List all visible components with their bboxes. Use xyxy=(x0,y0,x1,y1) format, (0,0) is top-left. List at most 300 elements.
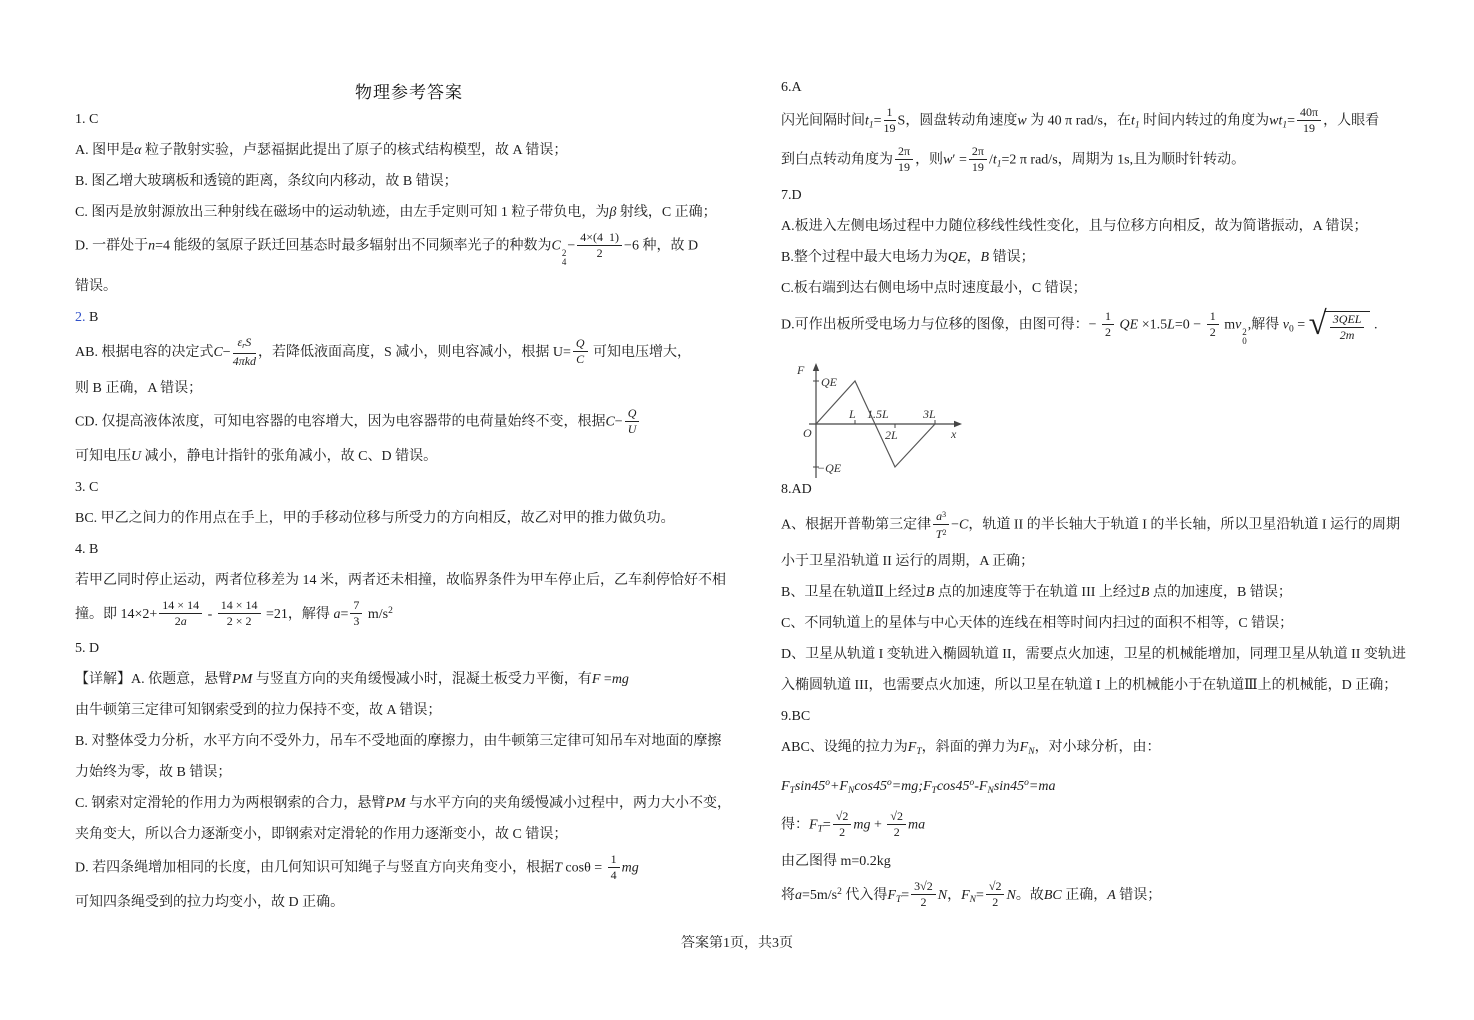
answer-q9 xyxy=(781,705,1453,728)
text-run: ， xyxy=(966,250,981,266)
text-run: + xyxy=(870,817,886,833)
text-run: 2 xyxy=(1105,325,1112,340)
fraction xyxy=(1330,313,1365,342)
text-run: 2m xyxy=(1339,328,1355,343)
text-run: v xyxy=(1282,318,1290,334)
fraction-numerator xyxy=(350,599,362,614)
graph-xlabel: x xyxy=(951,427,957,441)
paragraph xyxy=(75,699,747,722)
text-run: N xyxy=(1028,747,1035,758)
text-run: = xyxy=(1293,318,1309,334)
text-run: 射线，C 正确； xyxy=(619,205,717,220)
fraction-denominator xyxy=(933,525,949,541)
text-run: A xyxy=(1107,887,1116,903)
paragraph xyxy=(781,277,1453,300)
text-run: F xyxy=(887,887,896,903)
text-run: N xyxy=(987,786,994,797)
text-run: sin45 xyxy=(993,779,1025,795)
text-run: t xyxy=(992,152,997,168)
text-run: C xyxy=(551,238,561,254)
text-run: 可知四条绳受到的拉力均变小，故 D 正确。 xyxy=(75,895,345,910)
text-run: 1 xyxy=(610,852,617,866)
text-run: 3. C xyxy=(75,479,99,495)
text-run: ，则 xyxy=(915,152,944,168)
text-run: T xyxy=(817,824,823,835)
text-run: 力始终为零，故 B 错误； xyxy=(75,765,232,780)
text-run: B xyxy=(925,585,935,601)
fraction-denominator xyxy=(573,352,588,366)
text-run: 代入得 xyxy=(841,887,888,903)
text-run: C、不同轨道上的星体与中心天体的连线在相等时间内扫过的面积不相等，C 错误； xyxy=(781,616,1294,632)
text-run: ,解得 xyxy=(1247,318,1283,334)
paragraph xyxy=(781,850,1453,873)
text-run: −6 种，故 D xyxy=(624,238,699,254)
text-run: S，圆盘转动角速度 xyxy=(897,113,1018,129)
text-run: β xyxy=(609,205,620,220)
text-run: 1 xyxy=(996,159,1002,170)
subscript: 0 xyxy=(1242,336,1247,347)
paragraph xyxy=(781,550,1453,573)
text-run: T xyxy=(916,747,922,758)
text-run: 得： xyxy=(781,817,809,833)
fraction-numerator xyxy=(986,880,1005,895)
fraction xyxy=(986,880,1005,909)
text-run: ，人眼看 xyxy=(1323,113,1380,129)
text-run: v xyxy=(1235,318,1242,334)
text-run: 闪光间隔时间 xyxy=(781,113,865,129)
paragraph xyxy=(75,761,747,784)
paragraph xyxy=(75,569,747,592)
text-run: L xyxy=(1167,318,1175,334)
text-run: / xyxy=(988,152,993,168)
text-run: 减小，静电计指针的张角减小，故 C、D 错误。 xyxy=(141,448,438,464)
fraction xyxy=(969,145,987,174)
text-run: cosθ = xyxy=(561,860,606,876)
text-run: B.整个过程中最大电场力为 xyxy=(781,250,948,266)
text-run: 2 xyxy=(388,605,393,616)
paragraph xyxy=(75,170,747,193)
text-run: 3 xyxy=(353,614,360,628)
text-run: r xyxy=(242,340,246,350)
fraction-denominator xyxy=(625,422,640,436)
text-run: m/s xyxy=(364,606,389,622)
text-run: F xyxy=(839,779,848,795)
paragraph xyxy=(781,246,1453,269)
text-run: 4π xyxy=(232,353,245,368)
text-run: 8.AD xyxy=(781,482,812,498)
text-run: 19 xyxy=(1303,121,1316,135)
text-run: 可知电压 xyxy=(75,448,131,464)
text-run: 【详解】A. 依题意，悬臂 xyxy=(75,672,233,687)
fraction-denominator xyxy=(969,160,987,174)
text-run: 9.BC xyxy=(781,709,811,725)
text-run: =21，解得 xyxy=(262,606,334,622)
paragraph xyxy=(781,215,1453,238)
answer-q5 xyxy=(75,637,747,660)
answer-q4 xyxy=(75,538,747,561)
superscript: 2 xyxy=(561,247,567,258)
text-run: QE xyxy=(947,250,967,266)
paragraph xyxy=(75,377,747,400)
fraction-denominator xyxy=(887,825,906,839)
text-run: 则 B 正确，A 错误； xyxy=(75,380,203,396)
text-run: PM xyxy=(385,796,406,811)
text-run: B xyxy=(1140,585,1150,601)
text-run: 2 xyxy=(992,895,999,910)
text-run: F xyxy=(978,779,988,795)
paragraph xyxy=(75,600,747,629)
paragraph xyxy=(75,405,747,437)
text-run: a xyxy=(180,614,187,628)
fraction-numerator xyxy=(933,508,949,525)
fraction xyxy=(884,106,896,135)
fraction-denominator xyxy=(1207,325,1219,339)
graph-tick-L: L xyxy=(849,407,856,421)
text-run: wt xyxy=(1269,113,1283,129)
text-run: w xyxy=(943,152,953,168)
fraction-denominator xyxy=(218,614,261,628)
text-run: F xyxy=(1019,740,1029,756)
left-column xyxy=(75,108,747,922)
text-run: 19 xyxy=(883,121,896,135)
text-run: 由乙图得 m=0.2kg xyxy=(781,853,891,869)
text-run: 夹角变大，所以合力逐渐变小，即钢索对定滑轮的作用力逐渐变小，故 C 错误； xyxy=(75,827,568,842)
graph-tick-2L: 2L xyxy=(885,428,898,442)
fraction-numerator xyxy=(1330,313,1365,328)
y-axis-arrow xyxy=(813,363,819,371)
text-run: F xyxy=(809,817,818,833)
text-run: 2π xyxy=(971,143,984,158)
text-run: PM xyxy=(232,672,253,687)
text-run: 与水平方向的夹角缓慢减小过程中，两力大小不变， xyxy=(405,796,732,811)
text-run: F xyxy=(591,672,601,687)
text-run: t xyxy=(1130,113,1135,129)
fraction-numerator xyxy=(218,599,261,614)
text-run: o xyxy=(969,778,975,789)
text-run: 1 xyxy=(1134,120,1140,131)
text-run: − xyxy=(222,344,231,360)
text-run: 4 xyxy=(610,868,617,882)
text-run: = xyxy=(873,113,882,129)
right-column xyxy=(781,76,1453,920)
paragraph xyxy=(781,612,1453,635)
text-run: sin45 xyxy=(794,779,826,795)
fraction-denominator xyxy=(159,614,202,628)
fraction xyxy=(625,407,640,436)
text-run: 2 xyxy=(839,825,846,840)
text-run: B. 对整体受力分析，水平方向不受外力，吊车不受地面的摩擦力，由牛顿第三定律可知吊车对地面的摩擦 xyxy=(75,734,722,749)
text-run: A.板进入左侧电场过程中力随位移线性线性变化，且与位移方向相反，故为简谐振动，A 错误； xyxy=(781,219,1368,235)
text-run: − xyxy=(567,238,576,254)
text-run: mg xyxy=(621,860,639,876)
paragraph xyxy=(75,334,747,369)
text-run: √2 xyxy=(988,879,1002,894)
answer-q6 xyxy=(781,76,1453,99)
fraction xyxy=(895,145,913,174)
text-run: 由牛顿第三定律可知钢索受到的拉力保持不变，故 A 错误； xyxy=(75,703,442,718)
text-run: 1 xyxy=(886,105,893,119)
text-run: =5m/s xyxy=(802,887,838,903)
text-run: N xyxy=(847,786,855,797)
fraction-numerator xyxy=(884,106,896,121)
fraction-numerator xyxy=(233,336,256,354)
text-run: T xyxy=(931,786,937,797)
text-run: F xyxy=(781,779,790,795)
paragraph xyxy=(75,823,747,846)
text-run: F xyxy=(961,887,970,903)
text-run: U xyxy=(131,448,142,464)
fraction-numerator xyxy=(159,599,202,614)
text-run: a xyxy=(333,606,341,622)
text-run: 2 xyxy=(893,825,900,840)
answer-q3 xyxy=(75,476,747,499)
text-run: mg xyxy=(611,672,629,687)
text-run: N xyxy=(969,894,976,905)
fraction-numerator xyxy=(895,145,913,160)
text-run: 0 xyxy=(1289,325,1294,336)
text-run: T xyxy=(554,860,562,876)
fraction xyxy=(911,880,936,909)
text-run: m xyxy=(1220,318,1236,334)
superscript: 2 xyxy=(1242,327,1247,338)
paragraph xyxy=(781,881,1453,912)
text-run: F xyxy=(907,740,917,756)
text-run: − xyxy=(951,517,960,533)
text-run: C xyxy=(959,517,969,533)
text-run: = xyxy=(822,817,831,833)
fraction-numerator xyxy=(911,880,936,895)
fraction xyxy=(887,810,906,839)
force-displacement-graph xyxy=(783,360,973,488)
text-run: 1 xyxy=(1209,309,1216,324)
fraction-numerator xyxy=(969,145,987,160)
radicand xyxy=(1324,311,1371,343)
text-run: C xyxy=(213,344,223,360)
text-run: Q xyxy=(575,336,585,351)
text-run: 入椭圆轨道 III，也需要点火加速，所以卫星在轨道 I 上的机械能小于在轨道Ⅲ上的机械能，D 正确； xyxy=(781,678,1398,694)
paragraph xyxy=(781,107,1453,138)
text-run: 3 xyxy=(942,510,947,520)
paragraph xyxy=(781,772,1453,803)
text-run: 若甲乙同时停止运动，两者位移差为 14 米，两者还未相撞，故临界条件为甲车停止后，乙车刹停恰好不相 xyxy=(75,572,726,588)
text-run: - xyxy=(974,779,979,795)
text-run: 错误； xyxy=(1115,887,1162,903)
text-run: 1 xyxy=(868,120,874,131)
text-run: U xyxy=(627,421,637,436)
text-run: + xyxy=(829,779,840,795)
text-run: 2 xyxy=(1209,325,1216,340)
paragraph xyxy=(75,232,747,267)
fraction-denominator xyxy=(350,614,362,628)
text-run: 点的加速度，B 错误； xyxy=(1149,585,1292,601)
paragraph xyxy=(781,143,1453,177)
document-title: 物理参考答案 xyxy=(355,83,463,102)
text-run: 点的加速度等于在轨道 III 上经过 xyxy=(934,585,1141,601)
text-run: 14 × 14 xyxy=(220,598,258,612)
answer-q1 xyxy=(75,108,747,131)
text-run: QE xyxy=(1119,318,1139,334)
graph-tick-1-5L: 1.5L xyxy=(867,407,889,421)
paragraph xyxy=(75,730,747,753)
text-run: 2 xyxy=(174,614,181,628)
text-run: BC xyxy=(1043,887,1062,903)
fraction xyxy=(1297,106,1321,135)
text-run: ε xyxy=(237,334,243,349)
text-run: T xyxy=(935,527,943,542)
text-run: - xyxy=(204,606,216,622)
paragraph xyxy=(781,643,1453,666)
text-run: B. 图乙增大玻璃板和透镜的距离，条纹向内移动，故 B 错误； xyxy=(75,174,458,189)
text-run: B xyxy=(980,250,990,266)
fraction-numerator xyxy=(1102,310,1114,325)
text-run: S xyxy=(245,334,252,349)
text-run: 到白点转动角度为 xyxy=(781,152,893,168)
text-run: cos45 xyxy=(936,779,970,795)
text-run: 错误； xyxy=(989,250,1035,266)
paragraph xyxy=(75,792,747,815)
fraction-denominator xyxy=(833,825,852,839)
answer-q7 xyxy=(781,184,1453,207)
fraction-denominator xyxy=(608,868,620,882)
text-run: 1. C xyxy=(75,112,99,127)
fraction xyxy=(1102,310,1114,339)
paragraph xyxy=(781,509,1453,542)
text-run: =mg; xyxy=(891,779,923,795)
text-run: 为 40 π rad/s，在 xyxy=(1026,113,1131,129)
square-root xyxy=(1309,308,1371,343)
fraction-numerator xyxy=(1297,106,1321,121)
text-run: BC. 甲乙之间力的作用点在手上，甲的手移动位移与所受力的方向相反，故乙对甲的推力做负功。 xyxy=(75,510,675,526)
fraction-numerator xyxy=(625,407,640,422)
fraction-denominator xyxy=(1330,328,1365,342)
text-run: = xyxy=(1287,113,1296,129)
text-run: ABC、设绳的拉力为 xyxy=(781,740,908,756)
text-run: =4 能级的氢原子跃迁回基态时最多辐射出不同频率光子的种数为 xyxy=(155,238,552,254)
text-run: ，斜面的弹力为 xyxy=(921,740,1020,756)
text-run: T xyxy=(895,894,902,905)
text-run: D. 一群处于 xyxy=(75,238,149,254)
text-run: 7 xyxy=(353,598,360,612)
text-run: 4×(4 1) xyxy=(580,230,620,244)
text-run: 2 × 2 xyxy=(226,614,252,628)
text-run: = xyxy=(901,887,910,903)
text-run: − xyxy=(614,414,623,430)
text-run: D.可作出板所受电场力与位移的图像，由图可得：− xyxy=(781,318,1101,334)
text-run: N xyxy=(1006,887,1016,903)
text-run: 。故 xyxy=(1015,887,1044,903)
paragraph xyxy=(75,854,747,883)
text-run: C xyxy=(605,414,615,430)
paragraph xyxy=(75,445,747,468)
text-run: 2 xyxy=(920,895,927,910)
fraction-denominator xyxy=(1102,325,1114,339)
paragraph xyxy=(781,308,1453,346)
text-run: 7.D xyxy=(781,188,802,204)
fraction-numerator xyxy=(573,337,588,352)
fraction-numerator xyxy=(577,231,622,246)
fraction xyxy=(218,599,261,628)
fraction xyxy=(350,599,362,628)
text-run: o xyxy=(825,778,830,789)
text-run: α xyxy=(134,143,145,158)
text-run: 1 xyxy=(1105,309,1112,324)
text-run: mg xyxy=(853,817,871,833)
text-run: C.板右端到达右侧电场中点时速度最小，C 错误； xyxy=(781,281,1087,297)
text-run: C. 图丙是放射源放出三种射线在磁场中的运动轨迹，由左手定则可知 1 粒子带负电，为 xyxy=(75,205,610,220)
text-run: AB. 根据电容的决定式 xyxy=(75,344,214,360)
text-run: w xyxy=(1017,113,1027,129)
text-run: a xyxy=(936,509,943,524)
fraction-denominator xyxy=(986,895,1005,909)
paragraph xyxy=(781,736,1453,764)
fraction xyxy=(1207,310,1219,339)
text-run: 撞。即 14×2+ xyxy=(75,606,158,622)
paragraph xyxy=(75,507,747,530)
text-run: A. 图甲是 xyxy=(75,143,135,158)
text-run: 将 xyxy=(781,887,795,903)
text-run: ，对小球分析，由： xyxy=(1034,740,1161,756)
text-run: = xyxy=(340,606,349,622)
superscript-subscript xyxy=(1242,328,1247,346)
text-run: =2 π rad/s，周期为 1s,且为顺时针转动。 xyxy=(1001,152,1246,168)
text-run: 19 xyxy=(898,159,911,174)
fraction-denominator xyxy=(233,354,256,368)
paragraph xyxy=(781,811,1453,842)
text-run: kd xyxy=(244,353,257,368)
paragraph xyxy=(75,139,747,162)
text-run: ×1.5 xyxy=(1138,318,1168,334)
fraction-denominator xyxy=(884,121,896,135)
text-run: =ma xyxy=(1028,779,1056,795)
text-run: ′ = xyxy=(952,152,967,168)
fraction-numerator xyxy=(1207,310,1219,325)
text-run: 正确， xyxy=(1061,887,1108,903)
fraction-denominator xyxy=(1297,121,1321,135)
text-run: ，若降低液面高度，S 减小，则电容减小，根据 U= xyxy=(258,344,571,360)
text-run: 40π xyxy=(1300,105,1319,119)
text-run: n xyxy=(148,238,156,254)
graph-tick-3L: 3L xyxy=(923,407,936,421)
text-run: 19 xyxy=(971,159,984,174)
text-run: 2 xyxy=(596,246,603,260)
text-run: 粒子散射实验，卢瑟福据此提出了原子的核式结构模型，故 A 错误； xyxy=(144,143,568,158)
text-run: 14 × 14 xyxy=(162,598,200,612)
text-run: ， xyxy=(947,887,962,903)
text-run: 3√2 xyxy=(914,879,933,894)
fraction xyxy=(833,810,852,839)
graph-label-negQE: −QE xyxy=(817,461,842,475)
fraction xyxy=(608,853,620,882)
text-run: D、卫星从轨道 I 变轨进入椭圆轨道 II，需要点火加速，卫星的机械能增加，同理卫星从轨道 II 变轨进 xyxy=(781,647,1406,663)
text-run: 错误。 xyxy=(75,278,117,294)
text-run: o xyxy=(886,778,892,789)
graph-label-QE: QE xyxy=(821,375,837,389)
text-run: B xyxy=(89,309,99,325)
text-run: C xyxy=(576,352,585,367)
text-run: =0 − xyxy=(1174,318,1205,334)
text-run: 2 xyxy=(837,886,842,897)
fraction xyxy=(933,508,949,541)
text-run: 2 xyxy=(942,528,947,538)
text-run: ma xyxy=(907,817,926,833)
text-run: F xyxy=(922,779,932,795)
text-run: √2 xyxy=(890,809,903,824)
fraction xyxy=(159,599,202,628)
text-run: 与竖直方向的夹角缓慢减小时，混凝土板受力平衡，有 xyxy=(252,672,592,687)
paragraph xyxy=(75,275,747,298)
radical-sign: √ xyxy=(1308,306,1327,343)
text-run: A、根据开普勒第三定律 xyxy=(781,517,932,533)
